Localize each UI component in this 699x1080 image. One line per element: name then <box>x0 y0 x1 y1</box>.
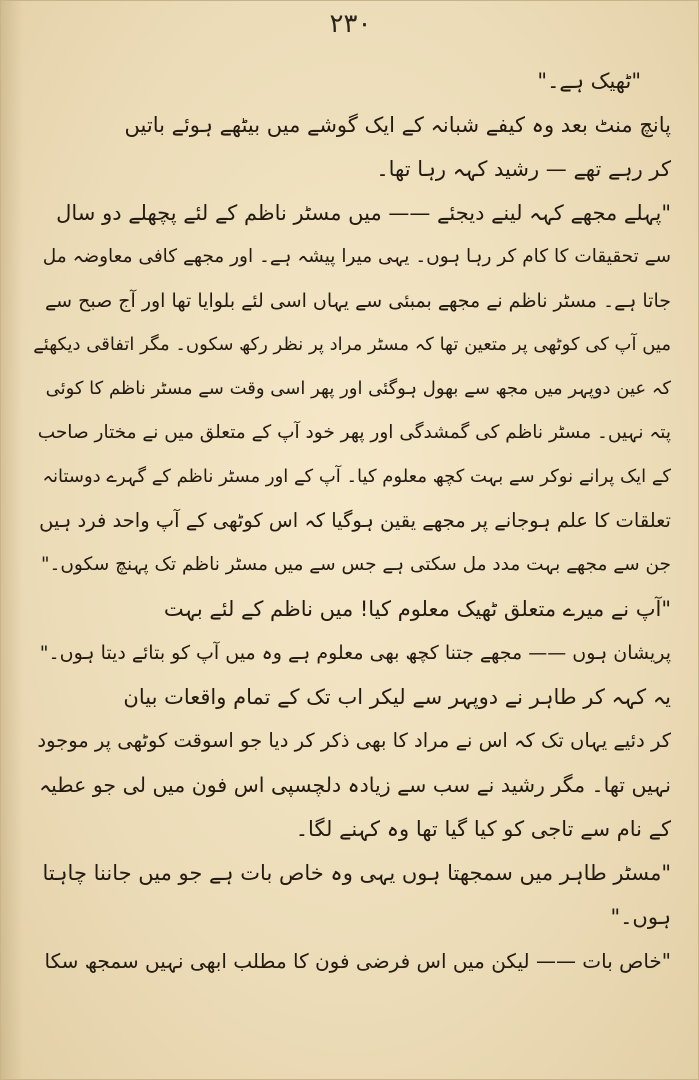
text-line: سے تحقیقات کا کام کر رہا ہوں۔ یہی میرا پیشہ ہے۔ اور مجھے کافی معاوضہ مل <box>42 246 671 267</box>
text-line: کے نام سے تاجی کو کیا گیا تھا وہ کہنے لگا۔ <box>295 817 671 841</box>
text-line: پتہ نہیں۔ مسٹر ناظم کی گمشدگی اور پھر خود آپ کے متعلق میں نے مختار صاحب <box>37 422 671 443</box>
text-line: "آپ نے میرے متعلق ٹھیک معلوم کیا! میں ناظم کے لئے بہت <box>163 597 671 621</box>
page-number: ۲۳۰ <box>329 9 372 39</box>
text-line: جن سے مجھے بہت مدد مل سکتی ہے جس سے میں مسٹر ناظم تک پہنچ سکوں۔" <box>40 554 671 575</box>
text-line: نہیں تھا۔ مگر رشید نے سب سے زیادہ دلچسپی اس فون میں لی جو عطیہ <box>39 773 671 797</box>
text-line: کر دئیے یہاں تک کہ اس نے مراد کا بھی ذکر کر دیا جو اسوقت کوٹھی پر موجود <box>37 729 671 752</box>
text-line: "خاص بات —— لیکن میں اس فرضی فون کا مطلب ابھی نہیں سمجھ سکا <box>44 949 671 973</box>
text-line: "پہلے مجھے کہہ لینے دیجئے —— میں مسٹر ناظم کے لئے پچھلے دو سال <box>56 201 671 225</box>
text-line: یہ کہہ کر طاہر نے دوپہر سے لیکر اب تک کے تمام واقعات بیان <box>123 685 671 709</box>
text-line: پانچ منٹ بعد وہ کیفے شبانہ کے ایک گوشے میں بیٹھے ہوئے باتیں <box>124 113 671 137</box>
text-line: "مسٹر طاہر میں سمجھتا ہوں یہی وہ خاص بات ہے جو میں جاننا چاہتا <box>42 861 671 885</box>
text-line: کر رہے تھے — رشید کہہ رہا تھا۔ <box>376 157 671 181</box>
text-line: کے ایک پرانے نوکر سے بہت کچھ معلوم کیا۔ آپ کے اور مسٹر ناظم کے گہرے دوستانہ <box>42 466 671 487</box>
text-line: جاتا ہے۔ مسٹر ناظم نے مجھے بمبئی سے یہاں اسی لئے بلوایا تھا اور آج صبح سے <box>44 290 671 312</box>
text-line: "ٹھیک ہے۔" <box>537 69 641 93</box>
text-line: کہ عین دوپہر میں مجھ سے بھول ہوگئی اور پھر اسی وقت سے مسٹر ناظم کا کوئی <box>45 378 671 399</box>
text-line: ہوں۔" <box>610 905 671 929</box>
page-text <box>31 59 671 983</box>
text-line: میں آپ کی کوٹھی پر متعین تھا کہ مسٹر مراد پر نظر رکھ سکوں۔ مگر اتفاقی دیکھئے <box>33 334 671 355</box>
text-line: پریشان ہوں —— مجھے جتنا کچھ بھی معلوم ہے وہ میں آپ کو بتائے دیتا ہوں۔" <box>39 642 671 664</box>
text-line: تعلقات کا علم ہوجانے پر مجھے یقین ہوگیا کہ اس کوٹھی کے آپ واحد فرد ہیں <box>39 509 671 532</box>
